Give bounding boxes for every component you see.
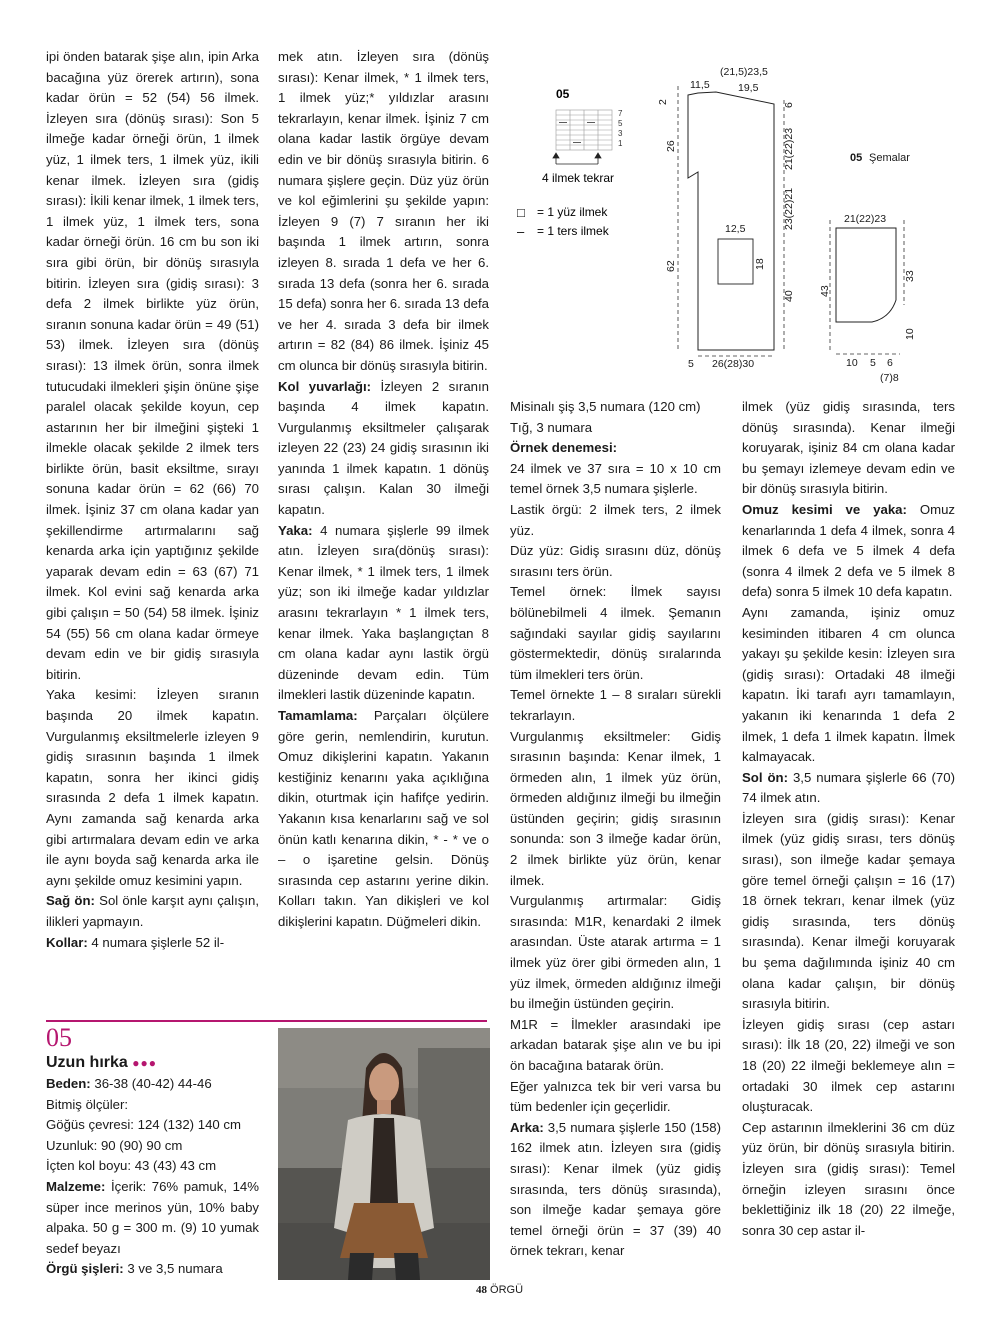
paragraph xyxy=(510,1118,721,1262)
title-text: Uzun hırka xyxy=(46,1054,128,1071)
purl-marks xyxy=(559,123,595,143)
chart-label: 05 xyxy=(556,87,570,101)
paragraph: 24 ilmek ve 37 sıra = 10 x 10 cm temel örnek 3,5 numara şişlerle. xyxy=(510,460,721,497)
text: 36-38 (40-42) 44-46 xyxy=(90,1076,212,1091)
paragraph: M1R = İlmekler arasındaki ipe arkadan batarak şişe alın ve bu ipi ön bacağına batarak örün. xyxy=(510,1016,721,1073)
text-column-4 xyxy=(742,397,955,1241)
section-number: 05 xyxy=(46,1023,72,1052)
label-tamamlama: Tamamlama: xyxy=(278,708,358,723)
page-footer xyxy=(0,1284,999,1296)
sleeve-33: 33 xyxy=(904,270,916,282)
label-sol-on: Sol ön: xyxy=(742,769,788,785)
schema-title: Şemalar xyxy=(869,152,910,164)
label-yaka: Yaka: xyxy=(278,522,313,538)
dim-pocket: 12,5 xyxy=(725,223,746,235)
body-piece xyxy=(688,92,774,350)
text: İçerik: 76% pamuk, 14% süper ince merinos yün, 10% baby alpaka. 50 g = 300 m. (9) 10 yumak sedef beyazı xyxy=(46,1178,259,1256)
paragraph xyxy=(278,706,489,933)
line: Uzunluk: 90 (90) 90 cm xyxy=(46,1137,183,1153)
repeat-bracket xyxy=(553,153,601,164)
dim-6: 6 xyxy=(783,102,795,108)
page-number: 48 xyxy=(475,1284,487,1296)
dim-top: (21,5)23,5 xyxy=(720,66,768,78)
text: 3,5 numara şişlerle 66 (70) 74 ilmek atın. xyxy=(742,769,955,806)
paragraph: mek atın. İzleyen sıra (dönüş sırası): Kenar ilmek, * 1 ilmek ters, 1 ilmek yüz;* yıldızlar arasını tekrarlayın, kenar ilmek. İşiniz 7 cm olana kadar lastik örgüye devam edin ve bir dönüş sırasıyla bitirin. 6 numara şişlere geçin. Düz yüz örün ve kol eğimlerini şu şekilde yapın: İzleyen 9 (7) 7 sıranın her iki başında 1 ilmek artırın, sonra izleyen 8. sırada 1 defa ve her 6. sırada 13 defa (sonra her 6. sırada 15 defa) sonra her 6. sırada 13 defa ve her 4. sırada 3 defa bir ilmek artırın = 82 (84) 86 ilmek. İşiniz 45 cm olunca bir dönüş sırasıyla bitirin. xyxy=(278,49,489,373)
model-photo xyxy=(278,1028,490,1280)
paragraph: Aynı zamanda, işiniz omuz kesiminden itibaren 4 cm olunca yakayı şu şekilde kesin: İzleyen sıra (gidiş sırası): Ortadaki 48 ilmeği kapatın. İki tarafı ayrı tamamlayın, yakanın iki kenarında 1 defa 2 ilmek, 1 defa 1 ilmek kapatın. İlmek kalmayacak. xyxy=(742,604,955,765)
paragraph: Lastik örgü: 2 ilmek ters, 2 ilmek yüz. xyxy=(510,501,721,538)
label-kollar: Kollar: xyxy=(46,934,88,950)
section-rule xyxy=(46,1020,487,1022)
label-sag-on: Sağ ön: xyxy=(46,893,95,909)
repeat-label: 4 ilmek tekrar xyxy=(542,171,615,185)
row-numbers xyxy=(618,109,623,148)
stitch-chart xyxy=(517,80,650,245)
line: Bitmiş ölçüler: xyxy=(46,1096,129,1112)
dim-mid: 23(22)21 xyxy=(783,187,795,230)
sleeve-top: 21(22)23 xyxy=(844,213,887,225)
text: Omuz kenarlarında 1 defa 4 ilmek, sonra 4 ilmek 6 defa ve 5 ilmek 4 defa (sonra 4 ilmek 2 defa ve 5 ilmek 8 defa) sonra 5 ilmek 10 defa kapatın. xyxy=(742,501,955,600)
dim-40: 40 xyxy=(783,290,795,302)
heading-ornek: Örnek denemesi: xyxy=(510,440,618,456)
paragraph: Cep astarının ilmeklerini 36 cm düz yüz örün, bir dönüş sırasıyla bitirin. İzleyen sıra (gidiş sırası): Temel örneğin izleyen sırasını önce beklettiğiniz ilk 18 (20) 22 ilmeğe, sonra 30 cep astar il- xyxy=(742,1119,955,1238)
legend-knit: = 1 yüz ilmek xyxy=(537,205,608,219)
paragraph xyxy=(46,891,259,932)
paragraph: Eğer yalnızca tek bir veri varsa bu tüm bedenler için geçerlidir. xyxy=(510,1078,721,1115)
paragraph: Vurgulanmış artırmalar: Gidiş sırasında: M1R, kenardaki 2 ilmek arasından. Üste atarak artırma = 1 ilmek yüz örer gibi örmeden alın, 1 yüz ilmek, örmeden aldığınız ilmeği bu ilmeğin üstünden geçirin. xyxy=(510,893,721,1012)
purl-symbol: – xyxy=(517,224,525,239)
text: İzleyen 2 sıranın başında 4 ilmek kapatın. Vurgulanmış eksiltmeler çalışarak izleyen 22 (23) 24 gidiş sırasının iki yanında 1 ilmek kapatın. 1 dönüş sırası çalışın. Kalan 30 ilmeği kapatın. xyxy=(278,378,489,518)
dim-11-5: 11,5 xyxy=(690,79,710,91)
line: İçten kol boyu: 43 (43) 43 cm xyxy=(46,1158,217,1174)
sleeve-6: 6 xyxy=(887,357,893,369)
sleeve-dimension-lines xyxy=(830,220,904,354)
label-malzeme: Malzeme: xyxy=(46,1178,106,1194)
paragraph xyxy=(46,1177,259,1259)
sleeve-43: 43 xyxy=(819,285,831,297)
sleeve-piece xyxy=(836,228,896,322)
dim-26: 26 xyxy=(665,140,677,152)
label-beden: Beden: xyxy=(46,1076,91,1091)
section-05 xyxy=(46,1020,259,1280)
paragraph: İzleyen sıra (gidiş sırası): Kenar ilmek (yüz gidiş sırası, ters dönüş sırası), son ilmeğe kadar şemaya göre temel örneği çalışın = 16 (17) 18 örnek tekrarı, kenar ilmek (yüz gidiş sırasında, ters dönüş sırasında). Kenar ilmeği koruyarak bu şema dağılımında işiniz 40 cm olana kadar çalışın, bir dönüş sırasıyla bitirin. xyxy=(742,810,955,1012)
paragraph xyxy=(278,377,489,521)
text: 4 numara şişlerle 52 il- xyxy=(87,934,225,950)
text: 3 ve 3,5 numara xyxy=(123,1261,223,1277)
paragraph xyxy=(46,933,259,954)
chart-grid xyxy=(556,110,612,150)
section-title xyxy=(46,1052,259,1074)
paragraph: Düz yüz: Gidiş sırasını düz, dönüş sırasını ters örün. xyxy=(510,543,721,579)
paragraph xyxy=(46,1074,259,1095)
paragraph xyxy=(742,768,955,809)
paragraph xyxy=(46,1259,259,1280)
paragraph xyxy=(742,500,955,603)
dim-2: 2 xyxy=(657,99,669,105)
label-kol: Kol yuvarlağı: xyxy=(278,378,372,394)
difficulty-dots: ●●● xyxy=(132,1056,157,1070)
paragraph: ipi önden batarak şişe alın, ipin Arka bacağına yüz örerek artırın), sona kadar örün = 52 (54) 56 ilmek. İzleyen sıra (dönüş sırası): Son 5 ilmeğe kadar örneği örün, 1 ilmek yüz, 1 ilmek ters, 1 ilmek yüz, ikili kenar ilmek. İzleyen sıra (gidiş sırası): İkili kenar ilmek, 1 ilmek ters, 1 ilmek yüz, 1 ilmek ters, sona kadar örneği örün. 16 cm bu son iki sıra gibi örün, bir dönüş sırasıyla bitirin. İzleyen sıra (gidiş sırası): 3 defa 2 ilmek birlikte yüz örün, sıranın sonuna kadar örün = 49 (51) 53) ilmek. İzleyen sıra (dönüş sırası): 13 ilmek örün, sonra ilmek tutucudaki ilmekleri şişin önüne şişe paralel olacak şekilde koyun, cep astarının her bir ilmeğini şişteki 1 ilmekle olacak şekilde 2 ilmek ters birlikte örün, basit eksiltme, sırayı sonuna kadar örün = 62 (66) 70 ilmek. İşiniz 37 cm olana kadar yan şekillendirme artırmalarını sağ kenarda arka için yaptığınız şekilde yaparak devam edin = 63 (67) 71 ilmek. Kol evini sağ kenarda arka gibi çalışın = 50 (54) 58 ilmek. İşiniz 54 (55) 56 cm olana kadar örmeye devam edin ve bir gidiş sırasıyla bitirin. xyxy=(46,49,259,682)
dim-side: 21(22)23 xyxy=(783,127,795,170)
sleeve-10: 10 xyxy=(846,357,858,369)
text: 3,5 numara şişlerle 150 (158) 162 ilmek atın. İzleyen sıra (gidiş sırası): Kenar ilmek (yüz gidiş sırasında, ters dönüş sırasında), son ilmeğe kadar şemaya göre temel örneği örün = 37 (39) 40 örnek tekrarı, kenar xyxy=(510,1119,721,1259)
paragraph: Vurgulanmış eksiltmeler: Gidiş sırasının başında: Kenar ilmek, 1 örmeden alın, 1 ilmek yüz örün, örmeden aldığınız ilmeği bu ilmeğin üstünden geçirin; gidiş sırasının sonunda: son 3 ilmeğe kadar örün, 2 ilmek birlikte yüz örün, kenar ilmek. xyxy=(510,728,721,888)
row-number: 5 xyxy=(618,119,623,128)
dim-pocket-h: 18 xyxy=(754,258,766,270)
paragraph: Tığ, 3 numara xyxy=(510,419,593,435)
row-number: 3 xyxy=(618,129,623,138)
dim-bottom: 26(28)30 xyxy=(712,358,755,370)
row-number: 1 xyxy=(618,139,623,148)
text-column-3 xyxy=(510,397,721,1262)
text: Sol önle karşıt aynı çalışın, ilikleri yapmayın. xyxy=(46,893,259,929)
sleeve-5: 5 xyxy=(870,357,876,369)
text: Parçaları ölçülere göre gerin, nemlendirin, kurutun. Omuz dikişlerini kapatın. Yakanın kestiğiniz kenarını yaka açıklığına dikin, oturtmak için hafifçe yedirin. Yakanın kısa kenarlarını sağ ve sol önün katlı kenarına dikin, * - * ve o – o işaretine gelsin. Dönüş sırasında cep astarını yerine dikin. Kolları takın. Yan dikişleri ve kol dikişlerini kapatın. Düğmeleri dikin. xyxy=(278,708,489,929)
line: Göğüs çevresi: 124 (132) 140 cm xyxy=(46,1117,241,1133)
dim-62: 62 xyxy=(665,260,677,272)
dimension-lines xyxy=(678,86,784,356)
schema-number: 05 xyxy=(850,152,863,164)
paragraph: Temel örnekte 1 – 8 sıraları sürekli tekrarlayın. xyxy=(510,687,721,723)
paragraph: Temel örnek: İlmek sayısı bölünebilmeli 4 ilmek. Şemanın sağındaki sayılar gidiş sayılarını göstermektedir, dönüş sıralarında tüm ilmekleri ters örün. xyxy=(510,584,721,682)
paragraph xyxy=(278,521,489,706)
dim-19-5: 19,5 xyxy=(738,82,759,94)
paragraph: Yaka kesimi: İzleyen sıranın başında 20 ilmek kapatın. Vurgulanmış eksiltmelerle izleyen 9 gidiş sırasının başında 1 ilmek kapatın, sonra her ikinci gidiş sırasında 2 defa 1 ilmek kapatın. Aynı zamanda sağ kenarda arka gibi artırmalara devam edin ve arka ile aynı boyda sağ kenarda arka ile aynı şekilde omuz kesimini yapın. xyxy=(46,687,259,888)
dim-5: 5 xyxy=(688,358,694,370)
label-omuz: Omuz kesimi ve yaka: xyxy=(742,501,907,517)
paragraph: ilmek (yüz gidiş sırasında, ters dönüş sırasında). Kenar ilmeği koruyarak, işiniz 84 cm olana kadar bu şemayı izlemeye devam edin ve bir dönüş sırasıyla bitirin. xyxy=(742,399,955,497)
sleeve-10-side: 10 xyxy=(904,328,916,340)
label-arka: Arka: xyxy=(510,1119,544,1135)
schematic xyxy=(650,60,980,390)
paragraph: Misinalı şiş 3,5 numara (120 cm) xyxy=(510,399,701,414)
text-column-2 xyxy=(278,47,489,933)
legend-purl: = 1 ters ilmek xyxy=(537,224,609,238)
paragraph: İzleyen gidiş sırası (cep astarı sırası): İlk 18 (20, 22) ilmeği ve son 18 (20) 22 ilmeği beklemeye alın = ortadaki 30 ilmek cep astarını oluşturacak. xyxy=(742,1016,955,1115)
row-number: 7 xyxy=(618,109,623,118)
text-column-1 xyxy=(46,47,259,953)
text: 4 numara şişlerle 99 ilmek atın. İzleyen sıra(dönüş sırası): Kenar ilmek, * 1 ilmek ters, 1 ilmek yüz; son iki ilmeğe kadar yıldızlar arasını tekrarlayın * 1 ilmek ters, kenar ilmek. Yaka başlangıçtan 8 cm olana kadar aynı lastik örgü düzeninde devam edin. Tüm ilmekleri lastik düzeninde kapatın. xyxy=(278,522,489,703)
label-sisler: Örgü şişleri: xyxy=(46,1261,124,1277)
sleeve-7-8: (7)8 xyxy=(880,372,899,384)
knit-symbol: □ xyxy=(517,205,525,220)
magazine-name: ÖRGÜ xyxy=(490,1284,524,1296)
